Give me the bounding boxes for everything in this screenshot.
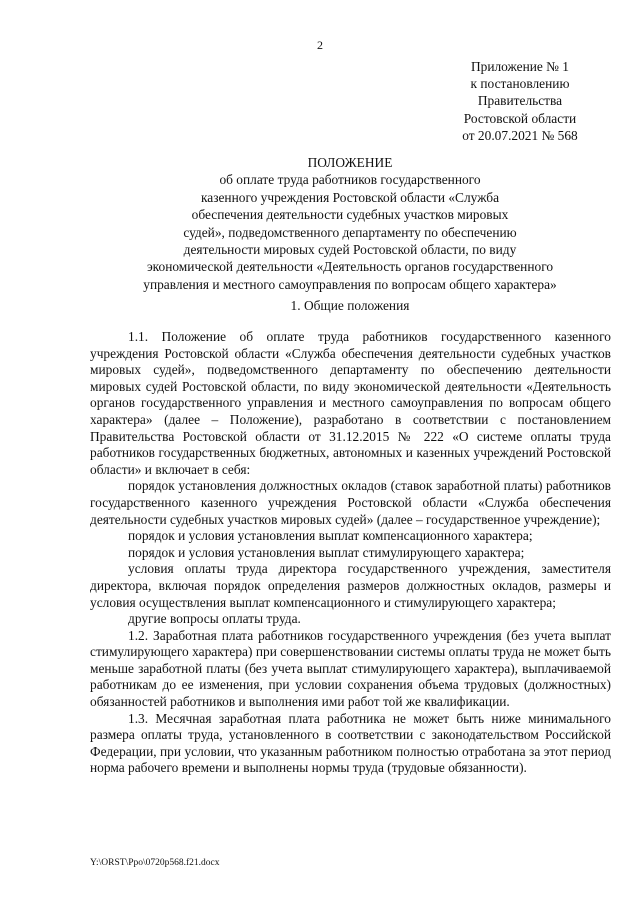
title-line: управления и местного самоуправления по вопросам общего характера» bbox=[143, 276, 557, 292]
paragraph: порядок установления должностных окладов (ставок заработной платы) работников государственного казенного учреждения Ростовской области «Служба обеспечения деятельности судебных участков мировых судей» (далее – государственное учреждение); bbox=[90, 478, 611, 527]
paragraph: порядок и условия установления выплат компенсационного характера; bbox=[128, 528, 533, 544]
paragraph: условия оплаты труда директора государственного учреждения, заместителя директора, включая порядок определения размеров должностных окладов, размеры и условия осуществления выплат компенсационного и стимулирующего характера; bbox=[90, 561, 611, 610]
title-line: судей», подведомственного департаменту по обеспечению bbox=[183, 224, 517, 240]
appendix-line: Правительства bbox=[477, 93, 563, 109]
document-body bbox=[90, 329, 611, 777]
title-line: об оплате труда работников государственного bbox=[219, 172, 481, 188]
paragraph: порядок и условия установления выплат стимулирующего характера; bbox=[128, 544, 525, 560]
file-path-footer: Y:\ORST\Ppo\0720p568.f21.docx bbox=[90, 858, 220, 868]
page-number: 2 bbox=[317, 38, 323, 52]
section-heading: 1. Общие положения bbox=[290, 298, 410, 313]
paragraph: 1.1. Положение об оплате труда работников государственного казенного учреждения Ростовской области «Служба обеспечения деятельности судебных участков мировых судей», подведомственного департаменту по обеспечению деятельности мировых судей Ростовской области, по виду экономической деятельности «Деятельность органов государственного управления и местного самоуправления по вопросам общего характера» (далее – Положение), разработано в соответствии с постановлением Правительства Ростовской области от 31.12.2015 № 222 «О системе оплаты труда работников государственных бюджетных, автономных и казенных учреждений Ростовской области» и включает в себя: bbox=[90, 329, 611, 477]
appendix-line: Ростовской области bbox=[463, 110, 577, 126]
appendix-line: Приложение № 1 bbox=[470, 59, 570, 74]
paragraph: 1.2. Заработная плата работников государственного учреждения (без учета выплат стимулирующего характера) при совершенствовании системы оплаты труда не может быть меньше заработной платы (без учета выплат стимулирующего характера), выплачиваемой работникам до ее изменения, при условии сохранения объема трудовых (должностных) обязанностей работников и выполнения ими работ той же квалификации. bbox=[90, 627, 611, 710]
appendix-block bbox=[420, 58, 620, 144]
document-title bbox=[80, 154, 620, 293]
title-line: деятельности мировых судей Ростовской области, по виду bbox=[183, 242, 517, 258]
title-line: обеспечения деятельности судебных участков мировых bbox=[191, 207, 509, 223]
title-heading: ПОЛОЖЕНИЕ bbox=[307, 155, 393, 170]
appendix-line: от 20.07.2021 № 568 bbox=[462, 127, 578, 143]
appendix-line: к постановлению bbox=[470, 76, 570, 92]
title-line: казенного учреждения Ростовской области «Служба bbox=[200, 189, 500, 205]
paragraph: другие вопросы оплаты труда. bbox=[128, 611, 301, 627]
paragraph: 1.3. Месячная заработная плата работника не может быть ниже минимального размера оплаты труда, установленного в соответствии с законодательством Российской Федерации, при условии, что указанным работником полностью отработана за этот период норма рабочего времени и выполнены нормы труда (трудовые обязанности). bbox=[90, 710, 611, 776]
title-line: экономической деятельности «Деятельность органов государственного bbox=[146, 259, 554, 275]
